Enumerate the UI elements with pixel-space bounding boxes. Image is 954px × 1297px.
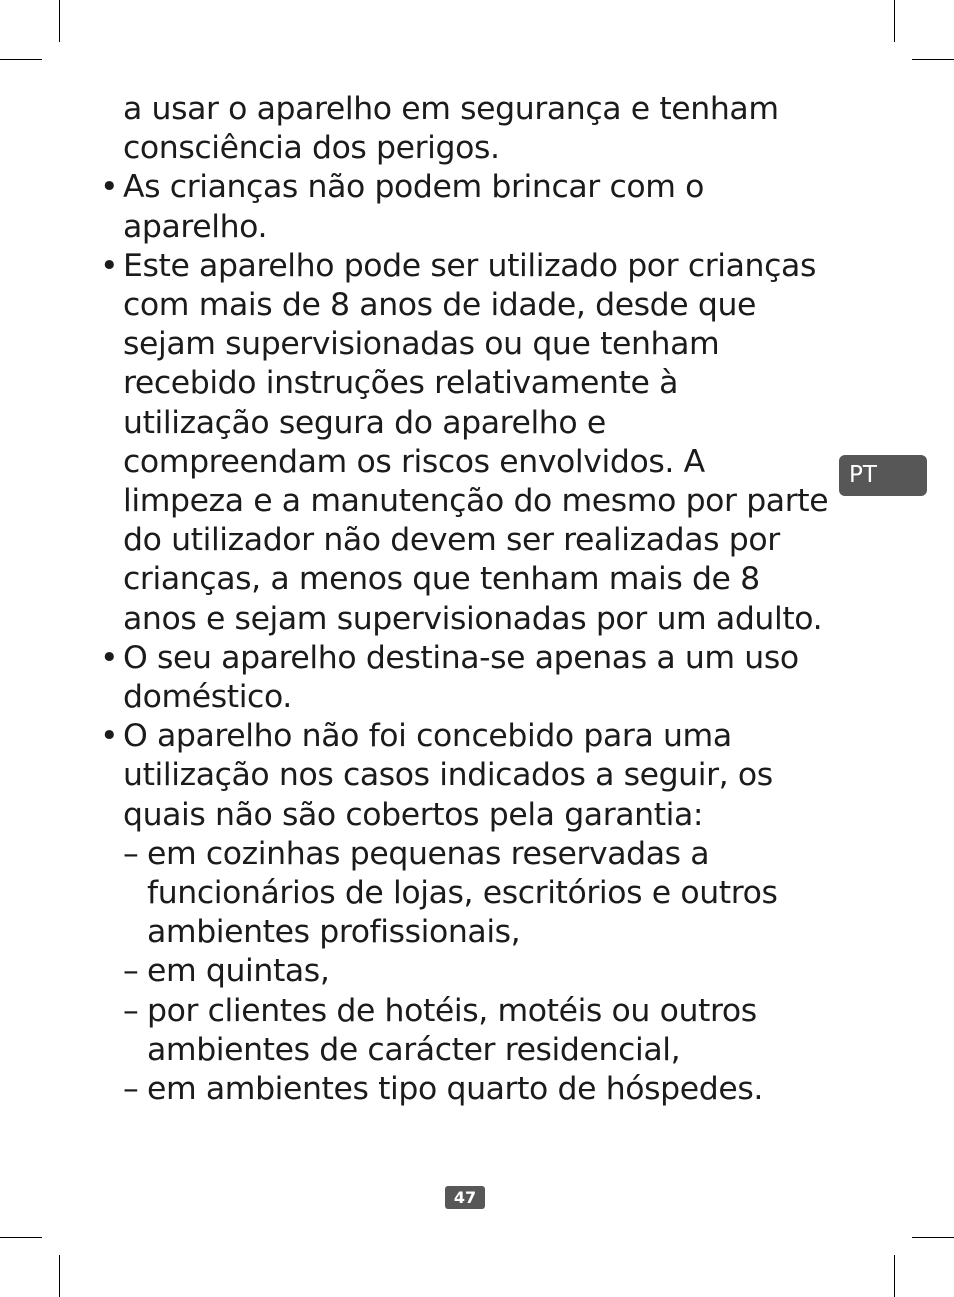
bullet-icon: •	[100, 169, 119, 206]
crop-mark-bottom-left-vertical	[59, 1255, 60, 1297]
bullet-text: Este aparelho pode ser utilizado por crianças com mais de 8 anos de idade, desde que sejam supervisionadas ou que tenham recebido instruções relativamente à utilização segura do aparelho e compreendam os riscos envolvidos. A limpeza e a manutenção do mesmo por parte do utilizador não devem ser realizadas por crianças, a menos que tenham mais de 8 anos e sejam supervisionadas por um adulto.	[123, 247, 829, 637]
crop-mark-top-left-vertical	[59, 0, 60, 42]
sub-list-text: por clientes de hotéis, motéis ou outros ambientes de carácter residencial,	[147, 992, 757, 1068]
crop-mark-bottom-right-vertical	[894, 1255, 895, 1297]
bullet-text: O seu aparelho destina-se apenas a um uso doméstico.	[123, 639, 799, 716]
bullet-item	[100, 168, 830, 246]
page-number: 47	[445, 1186, 485, 1209]
sub-list-text: em ambientes tipo quarto de hóspedes.	[147, 1071, 763, 1108]
dash-icon: –	[123, 953, 139, 990]
bullet-icon: •	[100, 247, 119, 284]
crop-mark-top-left-horizontal	[0, 59, 42, 60]
bullet-text: O aparelho não foi concebido para uma utilização nos casos indicados a seguir, os quais não são cobertos pela garantia:	[123, 718, 773, 833]
dash-icon: –	[123, 835, 139, 872]
sub-list-text: em cozinhas pequenas reservadas a funcionários de lojas, escritórios e outros ambientes profissionais,	[147, 835, 778, 951]
crop-mark-top-right-horizontal	[912, 59, 954, 60]
bullet-icon: •	[100, 639, 119, 676]
dash-icon: –	[123, 992, 139, 1029]
sub-list-item	[100, 952, 830, 991]
bullet-icon: •	[100, 718, 119, 755]
bullet-item	[100, 717, 830, 835]
dash-icon: –	[123, 1071, 139, 1108]
safety-instructions-text	[100, 90, 830, 1109]
sub-list-item	[100, 1070, 830, 1109]
bullet-item	[100, 247, 830, 639]
crop-mark-bottom-right-horizontal	[912, 1237, 954, 1238]
sub-list-text: em quintas,	[147, 953, 330, 990]
continuation-paragraph	[100, 90, 830, 168]
bullet-item	[100, 639, 830, 717]
language-tab: PT	[839, 455, 927, 496]
sub-list-item	[100, 992, 830, 1070]
continuation-text: a usar o aparelho em segurança e tenham consciência dos perigos.	[123, 91, 779, 167]
crop-mark-top-right-vertical	[894, 0, 895, 42]
crop-mark-bottom-left-horizontal	[0, 1237, 42, 1238]
sub-list-item	[100, 835, 830, 953]
bullet-text: As crianças não podem brincar com o aparelho.	[123, 169, 705, 245]
